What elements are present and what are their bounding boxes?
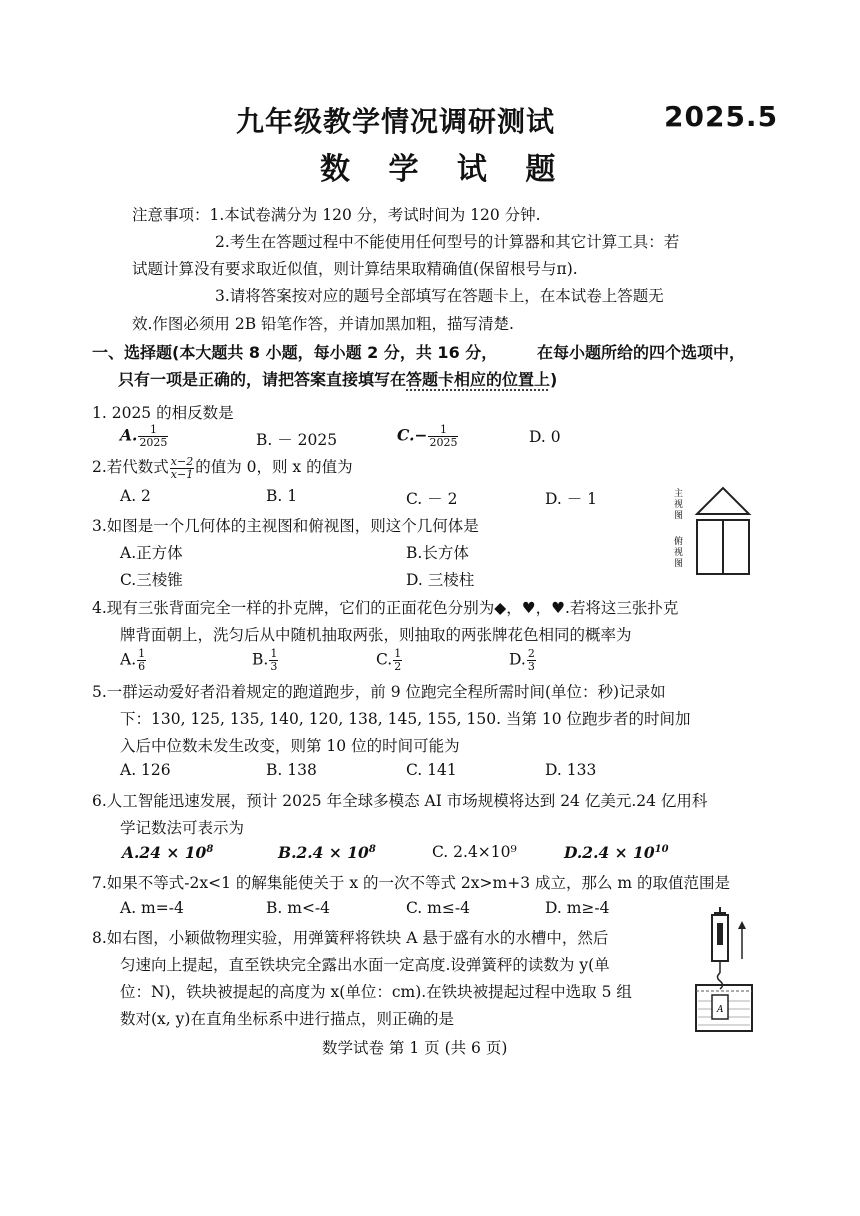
scale-hook-curl — [718, 973, 723, 989]
up-arrow-head — [738, 921, 746, 929]
q4-a-den: 6 — [138, 660, 146, 673]
section-heading-2 — [118, 367, 557, 390]
q8-line2: 匀速向上提起，直至铁块完全露出水面一定高度.设弹簧秤的读数为 y(单 — [120, 956, 610, 974]
q1-option-a — [120, 424, 169, 449]
q6-option-c: C. 2.4×10⁹ — [432, 843, 517, 861]
q2-denominator: x−1 — [170, 467, 194, 481]
q4-line1: 4.现有三张背面完全一样的扑克牌，它们的正面花色分别为◆，♥，♥.若将这三张扑克 — [92, 599, 679, 617]
q7-option-d: D. m≥-4 — [545, 899, 610, 917]
fig-label-char: 视 — [674, 500, 684, 510]
page-title: 九年级教学情况调研测试 — [236, 105, 556, 138]
section-heading-1b: 在每小题所给的四个选项中， — [537, 343, 746, 362]
q1-a-fraction — [138, 424, 168, 449]
q2-option-a: A. 2 — [120, 487, 151, 505]
q1-c-fraction — [428, 424, 458, 449]
q5-line1: 5.一群运动爱好者沿着规定的跑道跑步，前 9 位跑完全程所需时间(单位：秒)记录如 — [92, 683, 666, 701]
q4-c-fraction — [393, 648, 402, 673]
q1-a-label: A. — [120, 425, 138, 445]
q3-option-c: C.三棱锥 — [120, 571, 183, 589]
note-1: 注意事项：1.本试卷满分为 120 分，考试时间为 120 分钟. — [132, 206, 541, 224]
q2-numerator: x−2 — [170, 454, 194, 468]
q1-option-c — [397, 424, 459, 449]
q6-line2: 学记数法可表示为 — [120, 819, 245, 837]
q4-c-num: 1 — [394, 647, 402, 660]
q1-option-d: D. 0 — [529, 428, 561, 446]
q4-d-fraction — [527, 648, 536, 673]
q4-option-d — [509, 648, 537, 673]
q5-line3: 入后中位数未发生改变，则第 10 位的时间可能为 — [120, 737, 460, 755]
q1-option-b: B. － 2025 — [256, 431, 338, 449]
section-heading-emphasis: 答题卡相应的位置上 — [406, 370, 551, 389]
note-3a: 3.请将答案按对应的题号全部填写在答题卡上，在本试卷上答题无 — [215, 287, 664, 305]
spring-scale-figure — [690, 905, 760, 1035]
q4-c-label: C. — [376, 650, 393, 669]
q6-a-text: A.24 × 10 — [122, 843, 207, 862]
q8-line1: 8.如右图，小颖做物理实验，用弹簧秤将铁块 A 悬于盛有水的水槽中，然后 — [92, 929, 609, 947]
three-view-figure — [666, 482, 766, 582]
q3-stem: 3.如图是一个几何体的主视图和俯视图，则这个几何体是 — [92, 517, 479, 535]
q4-a-fraction — [137, 648, 146, 673]
q6-d-text: D.2.4 × 10 — [564, 843, 655, 862]
q2-option-b: B. 1 — [266, 487, 298, 505]
q1-a-denominator: 2025 — [139, 436, 168, 449]
q4-a-label: A. — [120, 650, 137, 669]
q4-c-den: 2 — [394, 660, 402, 673]
q1-c-numerator: 1 — [428, 424, 458, 437]
iron-block-label: A — [717, 1005, 724, 1015]
q4-option-b — [252, 648, 279, 673]
front-view-triangle — [697, 488, 749, 514]
q3-option-a: A.正方体 — [120, 544, 183, 562]
q2-stem-b: 的值为 0，则 x 的值为 — [195, 458, 353, 476]
scale-indicator — [717, 923, 723, 945]
q6-d-exponent: 10 — [654, 843, 669, 855]
subject-title: 数 学 试 题 — [320, 152, 570, 187]
q6-option-a — [122, 843, 213, 862]
q4-option-a — [120, 648, 147, 673]
q1-c-label: C.− — [397, 425, 428, 445]
q2-stem-a: 2.若代数式 — [92, 458, 169, 476]
q6-b-exponent: 8 — [368, 843, 376, 855]
q7-option-b: B. m<-4 — [266, 899, 331, 917]
q5-option-d: D. 133 — [545, 761, 597, 779]
fig-label-char: 主 — [674, 489, 684, 499]
section-heading-1a: 一、选择题(本大题共 8 小题，每小题 2 分，共 16 分， — [92, 343, 498, 362]
q2-option-c: C. － 2 — [406, 490, 458, 508]
q2-option-d: D. － 1 — [545, 490, 598, 508]
fig-label-char: 图 — [674, 511, 684, 521]
q5-option-a: A. 126 — [120, 761, 171, 779]
page-footer: 数学试卷 第 1 页 (共 6 页) — [322, 1039, 508, 1057]
q3-option-b: B.长方体 — [406, 544, 469, 562]
q2-fraction — [170, 456, 194, 481]
section-heading-close: ) — [550, 370, 558, 389]
q6-b-text: B.2.4 × 10 — [278, 843, 369, 862]
q4-line2: 牌背面朝上，洗匀后从中随机抽取两张，则抽取的两张牌花色相同的概率为 — [120, 626, 632, 644]
q1-a-numerator: 1 — [138, 424, 168, 437]
q7-option-a: A. m=-4 — [120, 899, 184, 917]
q4-option-c — [376, 648, 403, 673]
q8-line4: 数对(x, y)在直角坐标系中进行描点，则正确的是 — [120, 1010, 454, 1028]
note-2a: 2.考生在答题过程中不能使用任何型号的计算器和其它计算工具：若 — [215, 233, 680, 251]
q1-c-denominator: 2025 — [429, 436, 458, 449]
q7-option-c: C. m≤-4 — [406, 899, 470, 917]
q6-line1: 6.人工智能迅速发展，预计 2025 年全球多模态 AI 市场规模将达到 24 亿美元.24 亿用科 — [92, 792, 708, 810]
q4-b-den: 3 — [270, 660, 278, 673]
q5-option-b: B. 138 — [266, 761, 317, 779]
q7-stem: 7.如果不等式-2x<1 的解集能使关于 x 的一次不等式 2x>m+3 成立，那么 m 的取值范围是 — [92, 874, 731, 892]
q6-a-exponent: 8 — [206, 843, 214, 855]
q4-d-label: D. — [509, 650, 526, 669]
q8-line3: 位：N)，铁块被提起的高度为 x(单位：cm).在铁块被提起过程中选取 5 组 — [120, 983, 632, 1001]
q4-d-num: 2 — [527, 647, 535, 660]
q2-stem — [92, 455, 353, 481]
note-2b: 试题计算没有要求取近似值，则计算结果取精确值(保留根号与π). — [132, 260, 578, 278]
fig-label-char: 视 — [674, 548, 684, 558]
fig-label-char: 图 — [674, 559, 684, 569]
q6-option-b — [278, 843, 376, 862]
fig-label-char: 俯 — [674, 537, 684, 547]
q5-option-c: C. 141 — [406, 761, 457, 779]
q4-b-fraction — [269, 648, 278, 673]
section-heading-2-text: 只有一项是正确的，请把答案直接填写在 — [118, 370, 407, 389]
q1-stem: 1. 2025 的相反数是 — [92, 404, 234, 422]
q5-line2: 下：130, 125, 135, 140, 120, 138, 145, 155, 150. 当第 10 位跑步者的时间加 — [120, 710, 691, 728]
q4-b-num: 1 — [270, 647, 278, 660]
note-3b: 效.作图必须用 2B 铅笔作答，并请加黑加粗，描写清楚. — [132, 315, 514, 333]
q4-d-den: 3 — [527, 660, 535, 673]
q4-b-label: B. — [252, 650, 269, 669]
q4-a-num: 1 — [138, 647, 146, 660]
exam-date: 2025.5 — [664, 100, 779, 133]
q6-option-d — [564, 843, 669, 862]
q3-option-d: D. 三棱柱 — [406, 571, 475, 589]
